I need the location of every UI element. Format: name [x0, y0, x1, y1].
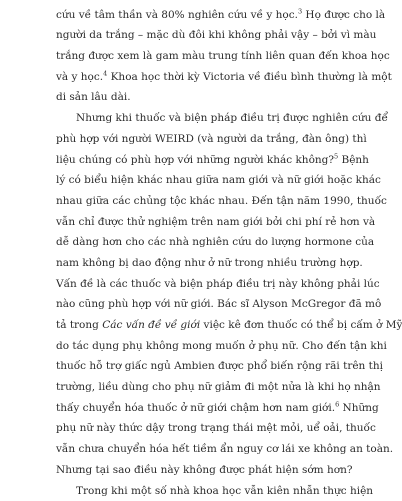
text-line: dễ dàng hơn cho các nhà nghiên cứu do lượng hormone của [56, 232, 350, 253]
text-line: Nhưng khi thuốc và biện pháp điều trị được nghiên cứu để [56, 108, 350, 129]
footnote-marker: 5 [334, 152, 338, 160]
footnote-marker: 4 [103, 69, 107, 77]
text-line: do tác dụng phụ không mong muốn ở phụ nữ. Cho đến tận khi [56, 336, 350, 357]
text-line: Vấn đề là các thuốc và biện pháp điều trị này không phải lúc [56, 274, 350, 295]
text-line: thuốc hỗ trợ giấc ngủ Ambien được phổ biến rộng rãi trên thị [56, 356, 350, 377]
body-text [56, 0, 350, 501]
footnote-marker: 6 [335, 400, 339, 408]
text-line: liệu chúng có phù hợp với những người khác không?$^5$ Bệnh [56, 150, 350, 171]
text-line: người da trắng – mặc dù đôi khi không phải vậy – bởi vì màu [56, 25, 350, 46]
text-line: thấy chuyển hóa thuốc ở nữ giới chậm hơn nam giới.$^6$ Những [56, 398, 350, 419]
paragraph-intro [56, 0, 350, 108]
text-line: cứu về tâm thần và 80% nghiên cứu về y học.$^3$ Họ được cho là [56, 5, 350, 26]
text-line: lý có biểu hiện khác nhau giữa nam giới và nữ giới hoặc khác [56, 170, 350, 191]
text-line: phù hợp với người WEIRD (và người da trắng, đàn ông) thì [56, 129, 350, 150]
text-line: vẫn chưa chuyển hóa hết tiềm ẩn nguy cơ lái xe không an toàn. [56, 439, 350, 460]
text-line: trắng được xem là gam màu trung tính liên quan đến khoa học [56, 46, 350, 67]
text-line: phụ nữ này thức dậy trong trạng thái mệt mỏi, uể oải, thuốc [56, 418, 350, 439]
paragraph-main [56, 108, 350, 480]
text-line: di sản lâu dài. [56, 87, 350, 108]
text-line [56, 0, 350, 5]
text-line: Nhưng tại sao điều này không được phát hiện sớm hơn? [56, 460, 350, 481]
text-line: nhau giữa các chủng tộc khác nhau. Đến tận năm 1990, thuốc [56, 191, 350, 212]
footnote-marker: 3 [298, 7, 302, 15]
text-line: nam không bị dao động như ở nữ trong nhiều trường hợp. [56, 253, 350, 274]
text-line: Trong khi một số nhà khoa học vẫn kiên nhẫn thực hiện [56, 481, 350, 501]
text-line: tả trong Các vấn đề về giới việc kê đơn thuốc có thể bị cấm ở Mỹ [56, 315, 350, 336]
text-line: trường, liều dùng cho phụ nữ giảm đi một nửa là khi họ nhận [56, 377, 350, 398]
text-line: vẫn chỉ được thử nghiệm trên nam giới bởi chi phí rẻ hơn và [56, 212, 350, 233]
text-line: nào cũng phù hợp với nữ giới. Bác sĩ Alyson McGregor đã mô [56, 294, 350, 315]
paragraph-next [56, 481, 350, 501]
text-line: và y học.$^4$ Khoa học thời kỳ Victoria về điều bình thường là một [56, 67, 350, 88]
